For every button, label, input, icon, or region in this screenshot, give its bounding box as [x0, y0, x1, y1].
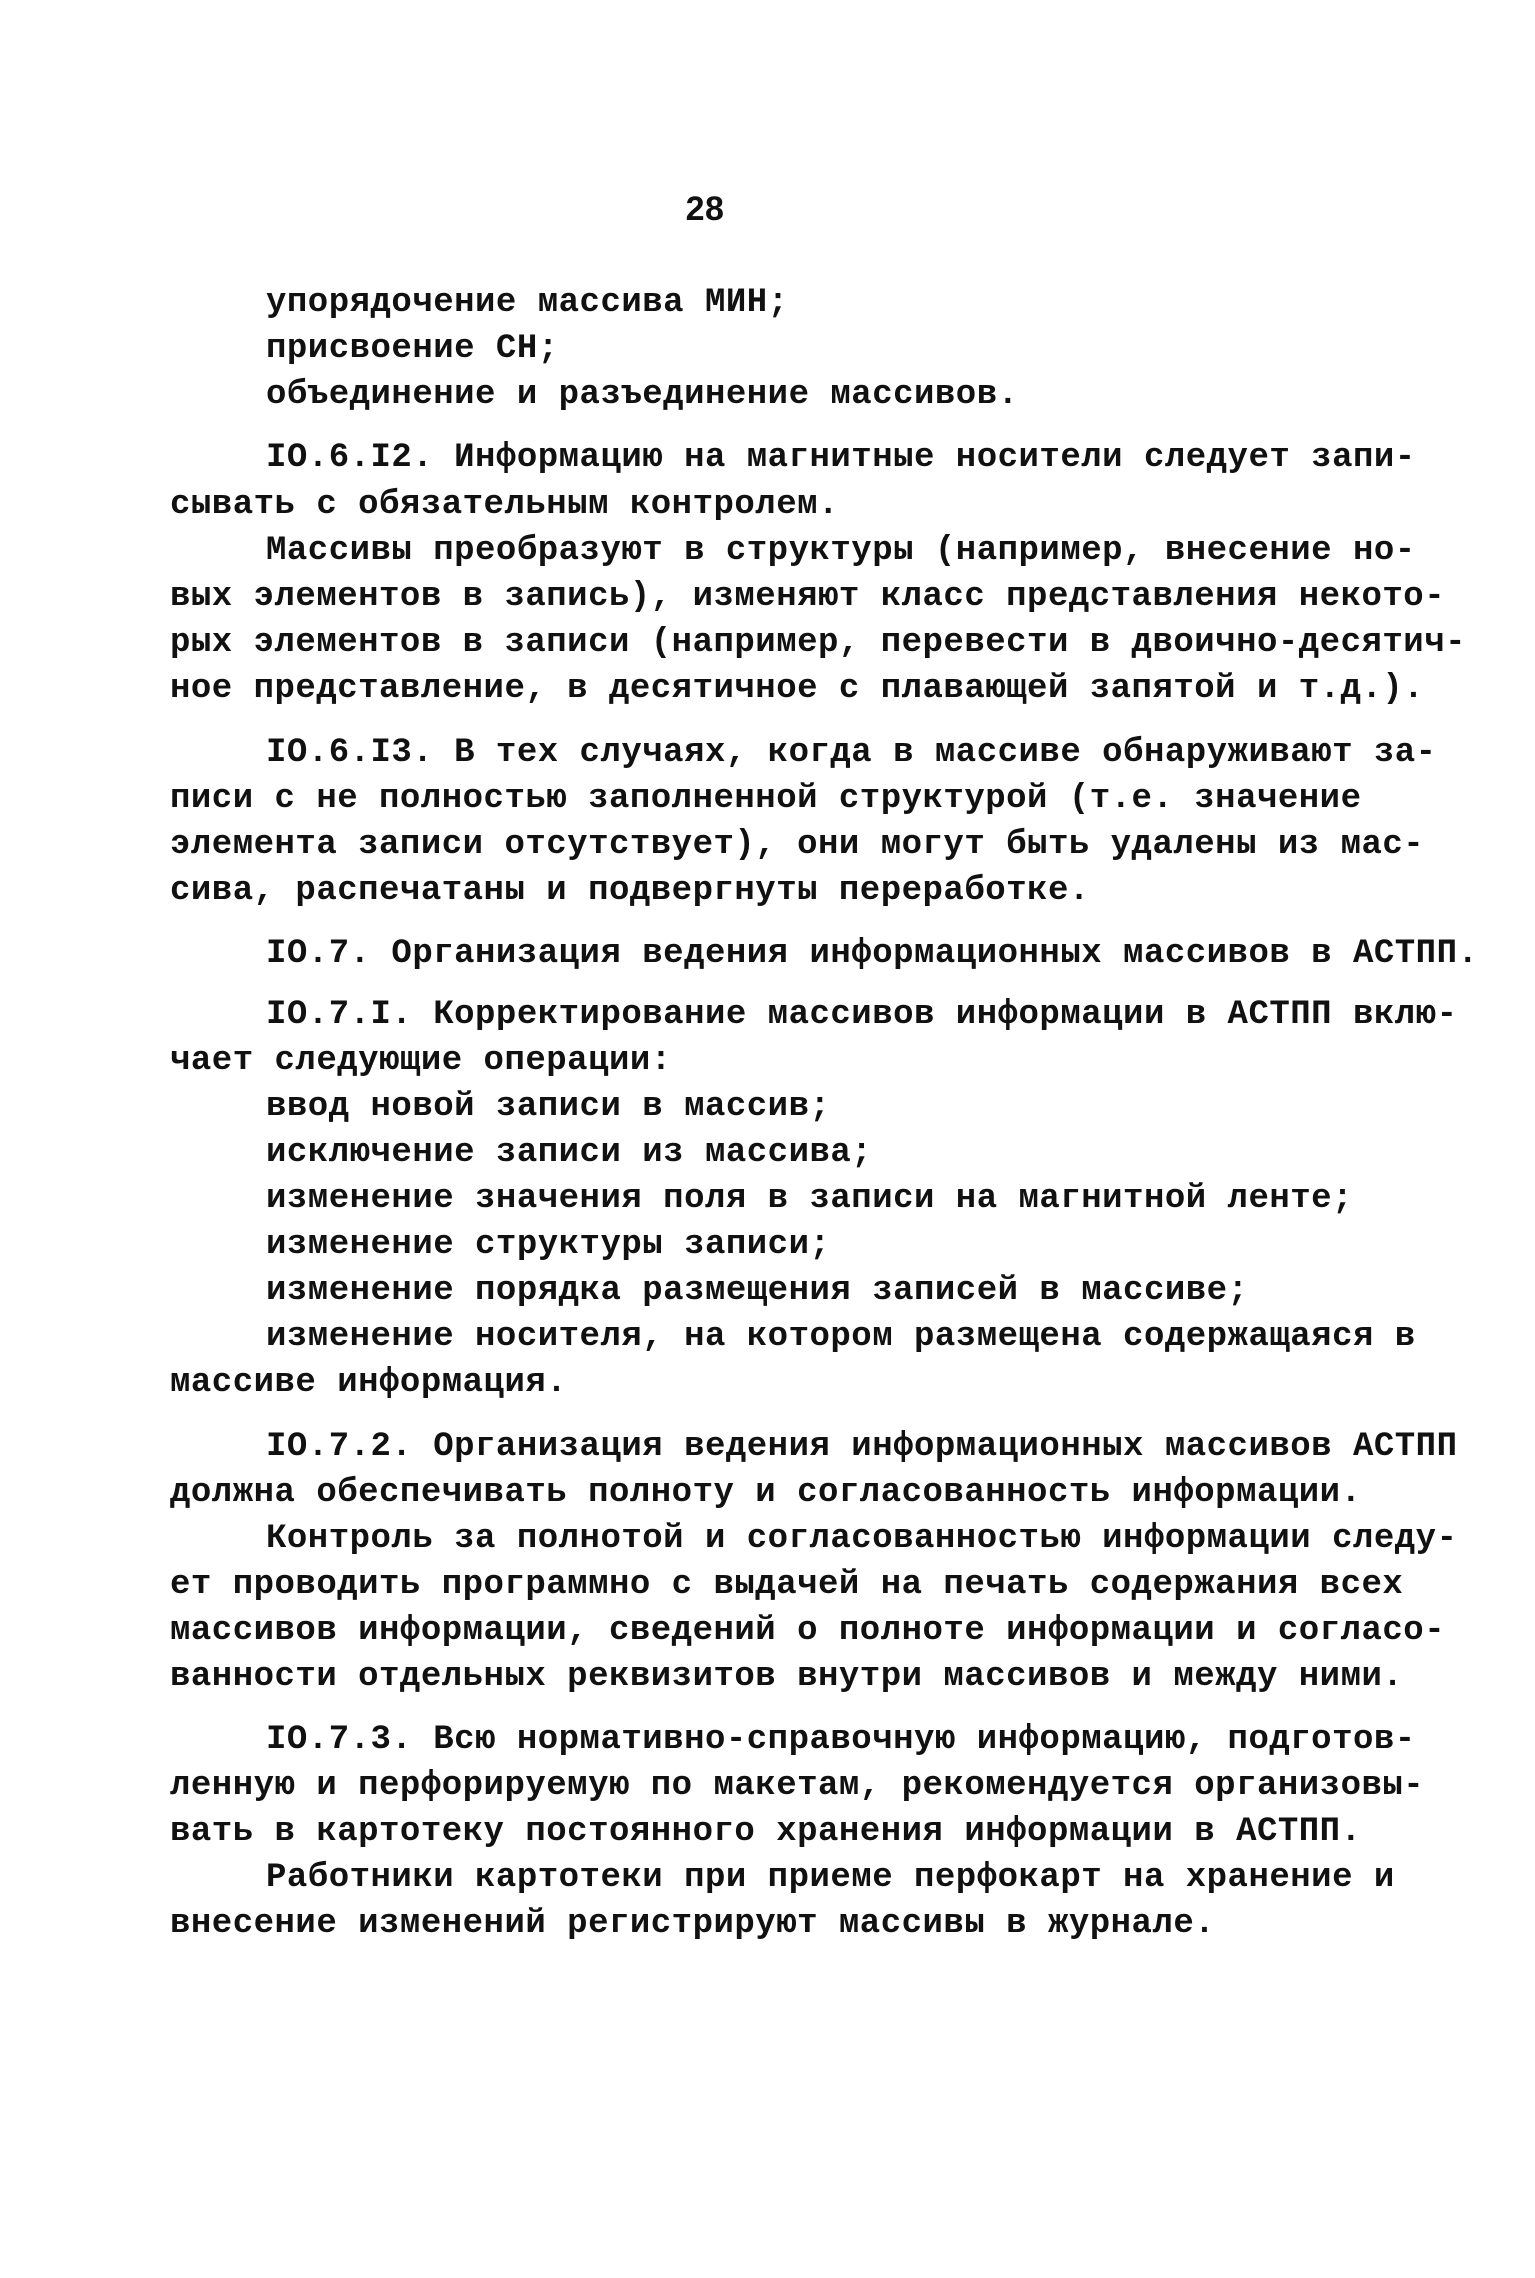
text-line: Массивы преобразуют в структуры (например, внесение но- — [266, 532, 1416, 570]
text-line: вать в картотеку постоянного хранения информации в АСТПП. — [170, 1813, 1362, 1851]
text-line: объединение и разъединение массивов. — [266, 376, 1019, 414]
text-line: присвоение СН; — [266, 330, 559, 368]
page-number: 28 — [685, 190, 725, 228]
text-line: Контроль за полнотой и согласованностью информации следу- — [266, 1520, 1458, 1558]
text-line: упорядочение массива МИН; — [266, 284, 789, 322]
text-line: IO.7.2. Организация ведения информационных массивов АСТПП — [266, 1428, 1458, 1466]
text-line: изменение структуры записи; — [266, 1226, 831, 1264]
text-line: вых элементов в запись), изменяют класс представления некото- — [170, 578, 1446, 616]
text-line: сива, распечатаны и подвергнуты переработке. — [170, 872, 1090, 910]
text-line: IO.6.I2. Информацию на магнитные носители следует запи- — [266, 439, 1416, 477]
text-line: IO.6.I3. В тех случаях, когда в массиве обнаруживают за- — [266, 734, 1437, 772]
text-line: элемента записи отсутствует), они могут быть удалены из мас- — [170, 826, 1425, 864]
text-line: IO.7.I. Корректирование массивов информации в АСТПП вклю- — [266, 996, 1458, 1034]
text-line: изменение значения поля в записи на магнитной ленте; — [266, 1180, 1353, 1218]
text-line: IO.7. Организация ведения информационных массивов в АСТПП. — [266, 935, 1479, 973]
text-line: изменение порядка размещения записей в массиве; — [266, 1272, 1249, 1310]
text-line: изменение носителя, на котором размещена содержащаяся в — [266, 1318, 1416, 1356]
text-line: исключение записи из массива; — [266, 1134, 873, 1172]
text-line: ванности отдельных реквизитов внутри массивов и между ними. — [170, 1658, 1404, 1696]
text-line: рых элементов в записи (например, перевести в двоично-десятич- — [170, 624, 1467, 662]
text-line: массиве информация. — [170, 1364, 568, 1402]
text-line: чает следующие операции: — [170, 1042, 672, 1080]
text-line: Работники картотеки при приеме перфокарт на хранение и — [266, 1859, 1395, 1897]
text-line: должна обеспечивать полноту и согласованность информации. — [170, 1474, 1362, 1512]
text-line: ленную и перфорируемую по макетам, рекомендуется организовы- — [170, 1767, 1425, 1805]
text-line: ное представление, в десятичное с плавающей запятой и т.д.). — [170, 670, 1425, 708]
text-line: массивов информации, сведений о полноте информации и согласо- — [170, 1612, 1446, 1650]
text-line: ввод новой записи в массив; — [266, 1088, 831, 1126]
text-line: ет проводить программно с выдачей на печать содержания всех — [170, 1566, 1404, 1604]
text-line: сывать с обязательным контролем. — [170, 486, 839, 524]
text-line: IO.7.3. Всю нормативно-справочную информацию, подготов- — [266, 1721, 1416, 1759]
text-line: писи с не полностью заполненной структурой (т.е. значение — [170, 780, 1362, 818]
text-line: внесение изменений регистрируют массивы в журнале. — [170, 1905, 1216, 1943]
